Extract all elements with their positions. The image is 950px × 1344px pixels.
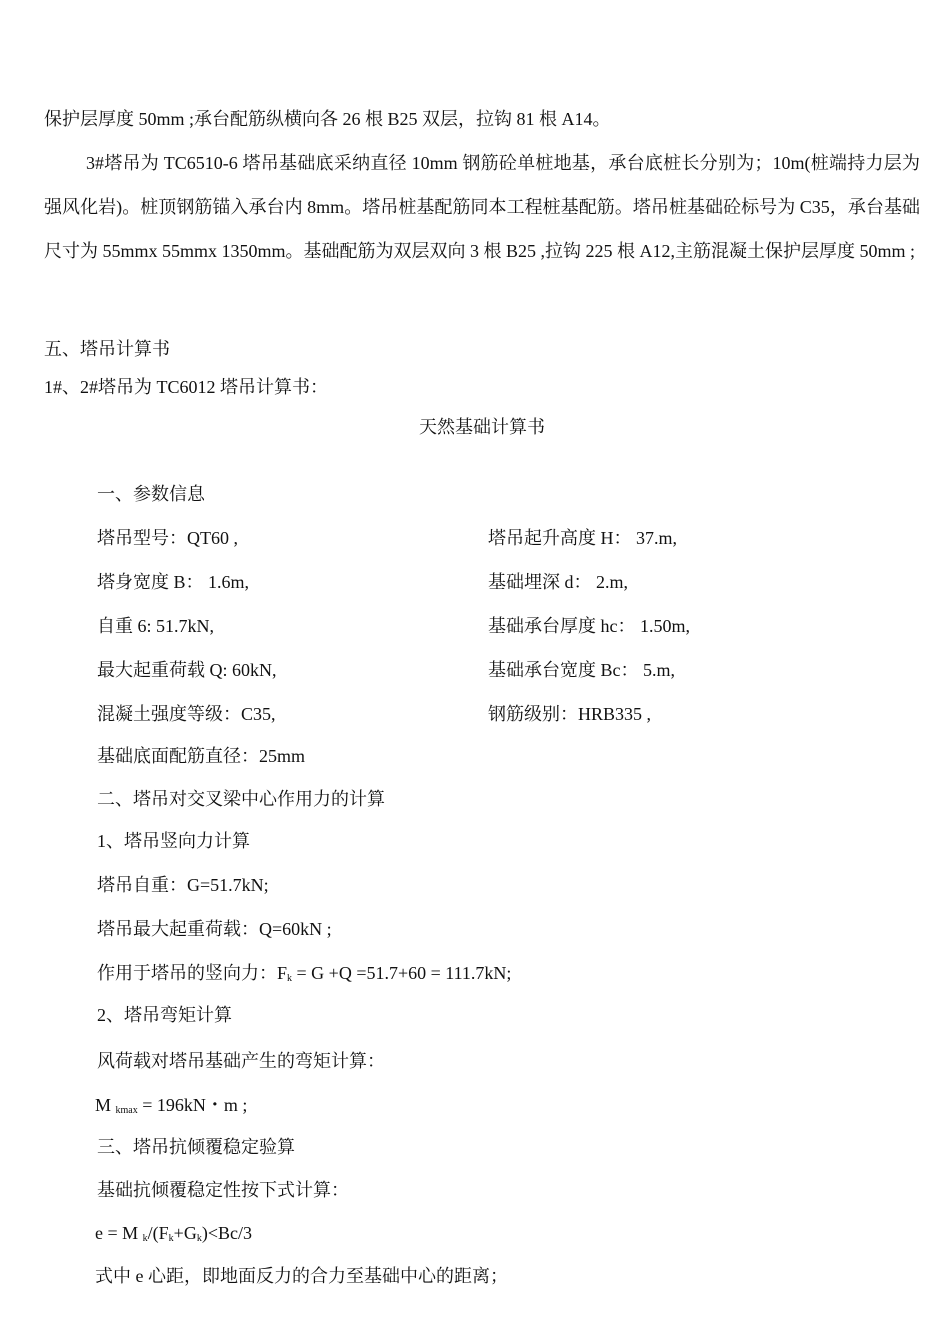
param-rebar-diameter: 基础底面配筋直径：25mm xyxy=(97,746,306,766)
moment-value-line xyxy=(95,1093,247,1123)
moment-rest: = 196kN・m ; xyxy=(137,1095,248,1115)
section-3-heading: 三、塔吊抗倾覆稳定验算 xyxy=(97,1137,295,1157)
param-width: 塔身宽度 B： 1.6m, xyxy=(97,572,250,592)
vertical-force-sub: k xyxy=(287,973,293,984)
document-title: 天然基础计算书 xyxy=(419,417,545,437)
section-1-heading: 一、参数信息 xyxy=(97,484,205,504)
formula-mid: /(F xyxy=(147,1223,169,1243)
formula-sub-1: k xyxy=(142,1233,148,1244)
paragraph-crane-3 xyxy=(44,141,920,273)
moment-prefix: M xyxy=(95,1095,116,1115)
vertical-force-line xyxy=(97,961,511,991)
param-lift-height: 塔吊起升高度 H： 37.m, xyxy=(488,528,677,548)
intro-line: 保护层厚度 50mm ;承台配筋纵横向各 26 根 B25 双层，拉钩 81 根 A14。 xyxy=(44,109,611,129)
crane-12-title: 1#、2#塔吊为 TC6012 塔吊计算书： xyxy=(44,377,328,397)
self-weight-line: 塔吊自重：G=51.7kN; xyxy=(97,875,269,895)
param-cap-width: 基础承台宽度 Bc： 5.m, xyxy=(488,660,675,680)
moment-sub: kmax xyxy=(115,1105,138,1116)
formula-sub-2: k xyxy=(168,1233,174,1244)
param-max-load: 最大起重荷载 Q: 60kN, xyxy=(97,660,277,680)
vertical-force-prefix: 作用于塔吊的竖向力：F xyxy=(97,963,288,983)
formula-sub-3: k xyxy=(196,1233,202,1244)
stability-desc: 基础抗倾覆稳定性按下式计算： xyxy=(97,1180,349,1200)
vertical-force-rest: = G +Q =51.7+60 = 111.7kN; xyxy=(292,963,512,983)
max-load-line: 塔吊最大起重荷载：Q=60kN ; xyxy=(97,919,332,939)
formula-note: 式中 e 心距，即地面反力的合力至基础中心的距离； xyxy=(95,1266,508,1286)
formula-plus: +G xyxy=(173,1223,197,1243)
section-5-heading: 五、塔吊计算书 xyxy=(44,339,170,359)
param-concrete-grade: 混凝土强度等级：C35, xyxy=(97,704,276,724)
param-burial-depth: 基础埋深 d： 2.m, xyxy=(488,572,629,592)
eccentricity-formula xyxy=(95,1221,252,1251)
param-self-weight: 自重 6: 51.7kN, xyxy=(97,616,214,636)
section-2-1-heading: 1、塔吊竖向力计算 xyxy=(97,831,250,851)
formula-e: e = M xyxy=(95,1223,143,1243)
section-2-2-heading: 2、塔吊弯矩计算 xyxy=(97,1005,232,1025)
formula-end: )<Bc/3 xyxy=(201,1223,252,1243)
paragraph-crane-3-text: 3#塔吊为 TC6510-6 塔吊基础底采纳直径 10mm 钢筋砼单桩地基，承台底桩长分别为；10m(桩端持力层为强风化岩)。桩顶钢筋锚入承台内 8mm。塔吊桩基配筋同本工程桩基配筋。塔吊桩基础砼标号为 C35，承台基础尺寸为 55mmx 55mmx 1350mm。基础配筋为双层双向 3 根 B25 ,拉钩 225 根 A12,主筋混凝土保护层厚度 50mm ; xyxy=(44,153,920,261)
wind-moment-line: 风荷载对塔吊基础产生的弯矩计算： xyxy=(97,1051,385,1071)
param-rebar-grade: 钢筋级别：HRB335 , xyxy=(488,704,652,724)
param-cap-thickness: 基础承台厚度 hc： 1.50m, xyxy=(488,616,690,636)
section-2-heading: 二、塔吊对交叉梁中心作用力的计算 xyxy=(97,789,385,809)
param-model: 塔吊型号：QT60 , xyxy=(97,528,238,548)
